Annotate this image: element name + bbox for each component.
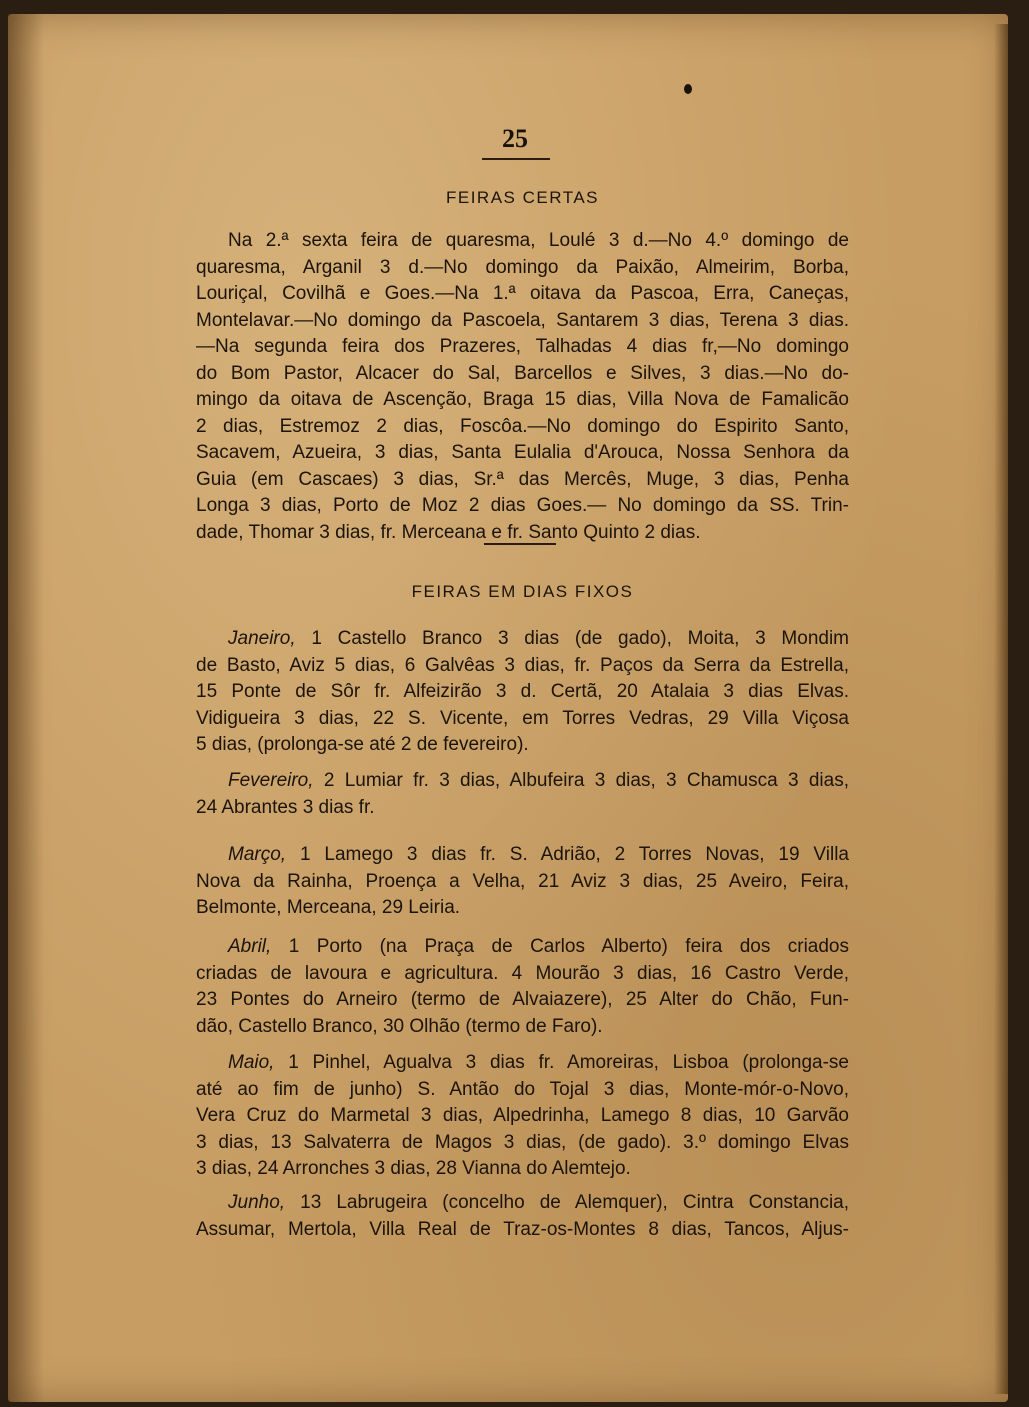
text-line: de Basto, Aviz 5 dias, 6 Galvêas 3 dias, fr. Paços da Serra da Estrella, bbox=[196, 654, 849, 676]
section-title-feiras-em-dias-fixos: FEIRAS EM DIAS FIXOS bbox=[411, 582, 634, 601]
section-title-feiras-certas: FEIRAS CERTAS bbox=[445, 188, 599, 207]
month-label: Abril, bbox=[228, 936, 272, 957]
text-line: dade, Thomar 3 dias, fr. Merceana e fr. Santo Quinto 2 dias. bbox=[196, 521, 701, 543]
month-entry-fevereiro bbox=[196, 768, 849, 821]
text-line: —Na segunda feira dos Prazeres, Talhadas 4 dias fr,—No domingo bbox=[196, 336, 849, 357]
text-line: Março, 1 Lamego 3 dias fr. S. Adrião, 2 Torres Novas, 19 Villa bbox=[228, 844, 849, 865]
text-line: 3 dias, 13 Salvaterra de Magos 3 dias, (de gado). 3.º domingo Elvas bbox=[196, 1131, 849, 1153]
text-line: mingo da oitava de Ascenção, Braga 15 dias, Villa Nova de Famalicão bbox=[196, 389, 849, 410]
text-line: 23 Pontes do Arneiro (termo de Alvaiazere), 25 Alter do Chão, Fun- bbox=[196, 989, 849, 1010]
text-line: dão, Castello Branco, 30 Olhão (termo de Faro). bbox=[196, 1015, 603, 1037]
month-label: Janeiro, bbox=[228, 628, 296, 649]
text-line: Na 2.ª sexta feira de quaresma, Loulé 3 d.—No 4.º domingo de bbox=[228, 230, 849, 251]
page-number: 25 bbox=[502, 124, 528, 153]
text-line: Maio, 1 Pinhel, Agualva 3 dias fr. Amoreiras, Lisboa (prolonga-se bbox=[228, 1052, 850, 1073]
text-line: Belmonte, Merceana, 29 Leiria. bbox=[196, 897, 461, 918]
month-entry-abril bbox=[196, 934, 849, 1040]
text-line: Junho, 13 Labrugeira (concelho de Alemquer), Cintra Constancia, bbox=[228, 1192, 850, 1213]
month-entry-junho bbox=[196, 1190, 849, 1243]
month-entry-marco bbox=[196, 842, 849, 922]
text-line: criadas de lavoura e agricultura. 4 Mourão 3 dias, 16 Castro Verde, bbox=[196, 962, 849, 984]
text-line: Longa 3 dias, Porto de Moz 2 dias Goes.— No domingo da SS. Trin- bbox=[196, 495, 849, 516]
month-entry-janeiro bbox=[196, 626, 849, 759]
text-line: Fevereiro, 2 Lumiar fr. 3 dias, Albufeira 3 dias, 3 Chamusca 3 dias, bbox=[228, 770, 849, 791]
text-line: 24 Abrantes 3 dias fr. bbox=[196, 796, 375, 818]
text-line: 5 dias, (prolonga-se até 2 de fevereiro). bbox=[196, 734, 529, 755]
section-divider bbox=[484, 543, 556, 545]
month-entry-maio bbox=[196, 1050, 849, 1183]
text-line: Janeiro, 1 Castello Branco 3 dias (de gado), Moita, 3 Mondim bbox=[228, 628, 849, 649]
text-line: Sacavem, Azueira, 3 dias, Santa Eulalia d'Arouca, Nossa Senhora da bbox=[196, 442, 849, 463]
month-label: Março, bbox=[228, 844, 287, 865]
text-line: 2 dias, Estremoz 2 dias, Foscôa.—No domingo do Espirito Santo, bbox=[196, 415, 849, 437]
text-line: do Bom Pastor, Alcacer do Sal, Barcellos e Silves, 3 dias.—No do- bbox=[196, 362, 849, 384]
text-line: até ao fim de junho) S. Antão do Tojal 3 dias, Monte-mór-o-Novo, bbox=[196, 1078, 849, 1100]
ink-spot bbox=[684, 84, 692, 94]
month-label: Fevereiro, bbox=[228, 770, 314, 791]
text-line: Montelavar.—No domingo da Pascoela, Santarem 3 dias, Terena 3 dias. bbox=[196, 309, 849, 331]
text-line: quaresma, Arganil 3 d.—No domingo da Paixão, Almeirim, Borba, bbox=[196, 256, 849, 278]
month-label: Junho, bbox=[228, 1192, 286, 1213]
text-line: Guia (em Cascaes) 3 dias, Sr.ª das Mercês, Muge, 3 dias, Penha bbox=[196, 468, 849, 490]
month-label: Maio, bbox=[228, 1052, 275, 1073]
text-line: Louriçal, Covilhã e Goes.—Na 1.ª oitava da Pascoa, Erra, Caneças, bbox=[196, 283, 849, 304]
text-line: Abril, 1 Porto (na Praça de Carlos Alberto) feira dos criados bbox=[228, 936, 850, 957]
text-line: Vera Cruz do Marmetal 3 dias, Alpedrinha, Lamego 8 dias, 10 Garvão bbox=[196, 1105, 849, 1126]
text-line: 15 Ponte de Sôr fr. Alfeizirão 3 d. Certã, 20 Atalaia 3 dias Elvas. bbox=[196, 681, 849, 702]
text-line: Assumar, Mertola, Villa Real de Traz-os-Montes 8 dias, Tancos, Aljus- bbox=[196, 1218, 849, 1240]
text-line: 3 dias, 24 Arronches 3 dias, 28 Vianna do Alemtejo. bbox=[196, 1158, 631, 1179]
page-edge-shadow bbox=[994, 24, 1008, 1394]
feiras-certas-paragraph bbox=[196, 228, 849, 546]
text-line: Vidigueira 3 dias, 22 S. Vicente, em Torres Vedras, 29 Villa Viçosa bbox=[196, 707, 849, 729]
page-gutter-shadow bbox=[8, 14, 44, 1402]
text-line: Nova da Rainha, Proença a Velha, 21 Aviz 3 dias, 25 Aveiro, Feira, bbox=[196, 870, 849, 892]
page-number-rule bbox=[482, 158, 550, 160]
